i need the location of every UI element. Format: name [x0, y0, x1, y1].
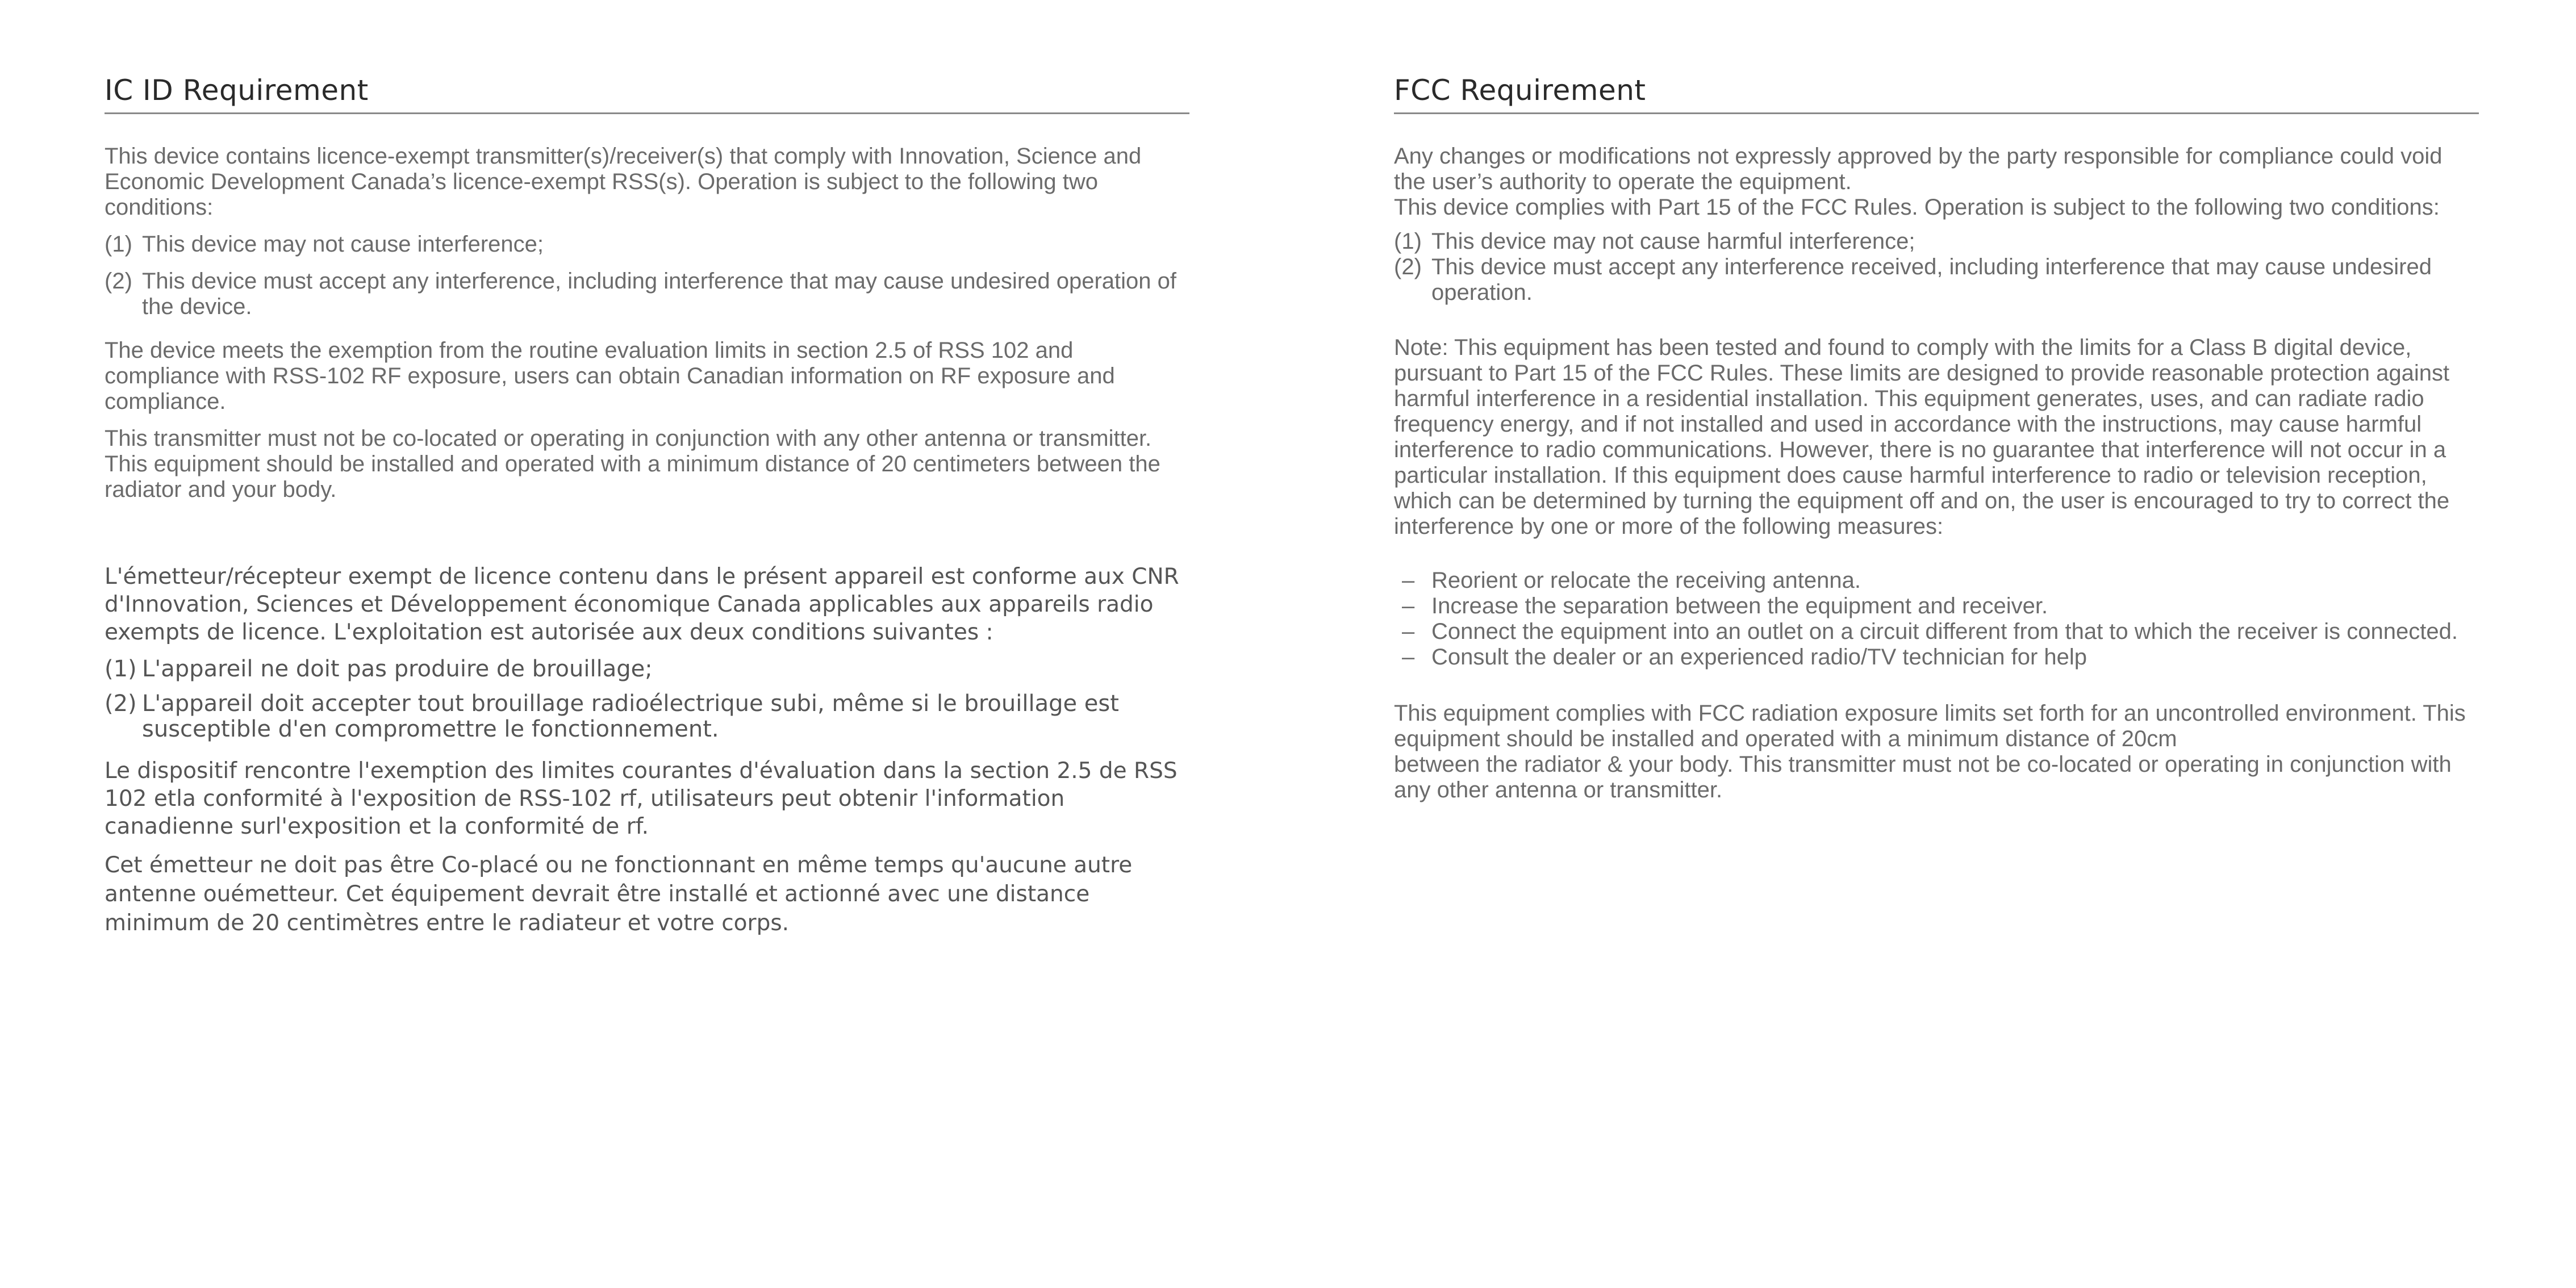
fcc-conditions-list	[1394, 229, 2479, 306]
condition-text: This device may not cause harmful interference;	[1431, 229, 1915, 254]
ic-colocation: This transmitter must not be co-located or operating in conjunction with any other antenna or transmitter. This equipment should be installed and operated with a minimum distance of 20 centimeters between the radiator and your body.	[105, 426, 1160, 502]
fcc-note: Note: This equipment has been tested and found to comply with the limits for a Class B digital device, pursuant to Part 15 of the FCC Rules. These limits are designed to provide reasonable protection against harmful interference in a residential installation. This equipment generates, uses, and can radiate radio frequency energy, and if not installed and used in accordance with the instructions, may cause harmful interference to radio communications. However, there is no guarantee that interference will not occur in a particular installation. If this equipment does cause harmful interference to radio or television reception, which can be determined by turning the equipment off and on, the user is encouraged to try to correct the interference by one or more of the following measures:	[1394, 335, 2450, 539]
list-marker: (2)	[105, 691, 137, 717]
dash-marker: –	[1402, 568, 1415, 593]
list-marker: (2)	[1394, 254, 1422, 279]
fcc-measure-2	[1394, 593, 2479, 619]
ic-condition-1	[105, 232, 1189, 257]
fcc-part15: This device complies with Part 15 of the FCC Rules. Operation is subject to the following two conditions:	[1394, 195, 2440, 220]
fcc-exposure: This equipment complies with FCC radiation exposure limits set forth for an uncontrolled environment. This equipment should be installed and operated with a minimum distance of 20cm	[1394, 701, 2466, 751]
ic-exemption: The device meets the exemption from the routine evaluation limits in section 2.5 of RSS 102 and compliance with RSS-102 RF exposure, users can obtain Canadian information on RF exposure and compliance.	[105, 338, 1115, 414]
condition-text: This device must accept any interference, including interference that may cause undesired operation of the device.	[142, 269, 1177, 319]
ic-fr-condition-2	[105, 691, 1189, 742]
dash-marker: –	[1402, 645, 1415, 670]
fcc-heading: FCC Requirement	[1394, 74, 2479, 114]
measure-text: Consult the dealer or an experienced radio/TV technician for help	[1431, 645, 2087, 670]
ic-heading: IC ID Requirement	[105, 74, 1189, 114]
list-marker: (1)	[1394, 229, 1422, 254]
list-marker: (2)	[105, 269, 132, 294]
fcc-section	[1394, 74, 2479, 803]
fcc-condition-1	[1394, 229, 2479, 254]
condition-text: This device may not cause interference;	[142, 232, 544, 257]
measure-text: Connect the equipment into an outlet on a circuit different from that to which the receiver is connected.	[1431, 619, 2458, 644]
condition-text: L'appareil doit accepter tout brouillage radioélectrique subi, même si le brouillage est susceptible d'en compromettre le fonctionnement.	[142, 691, 1119, 742]
ic-fr-intro: L'émetteur/récepteur exempt de licence contenu dans le présent appareil est conforme aux CNR d'Innovation, Sciences et Développement économique Canada applicables aux appareils radio exempts de licence. L'exploitation est autorisée aux deux conditions suivantes :	[105, 564, 1179, 645]
fcc-changes: Any changes or modifications not expressly approved by the party responsible for compliance could void the user’s authority to operate the equipment.	[1394, 144, 2443, 194]
ic-condition-2	[105, 269, 1189, 320]
list-marker: (1)	[105, 656, 137, 682]
dash-marker: –	[1402, 593, 1415, 618]
condition-text: This device must accept any interference received, including interference that may cause undesired operation.	[1431, 254, 2432, 305]
ic-fr-conditions-list	[105, 656, 1189, 742]
measure-text: Increase the separation between the equipment and receiver.	[1431, 593, 2048, 618]
fcc-measure-3	[1394, 619, 2479, 645]
ic-fr-colocation: Cet émetteur ne doit pas être Co-placé ou ne fonctionnant en même temps qu'aucune autre antenne ouémetteur. Cet équipement devrait être installé et actionné avec une distance minimum de 20 centimètres entre le radiateur et votre corps.	[105, 852, 1133, 936]
fcc-measure-1	[1394, 568, 2479, 593]
ic-conditions-list	[105, 232, 1189, 320]
ic-intro: This device contains licence-exempt transmitter(s)/receiver(s) that comply with Innovation, Science and Economic Development Canada’s licence-exempt RSS(s). Operation is subject to the following two conditions:	[105, 144, 1142, 220]
condition-text: L'appareil ne doit pas produire de brouillage;	[142, 656, 653, 682]
fcc-exposure-continued: between the radiator & your body. This transmitter must not be co-located or operating in conjunction with any other antenna or transmitter.	[1394, 752, 2452, 802]
ic-section	[105, 74, 1189, 938]
list-marker: (1)	[105, 232, 132, 257]
ic-fr-exemption: Le dispositif rencontre l'exemption des limites courantes d'évaluation dans la section 2.5 de RSS 102 etla conformité à l'exposition de RSS-102 rf, utilisateurs peut obtenir l'information canadienne surl'exposition et la conformité de rf.	[105, 758, 1178, 839]
fcc-measures-list	[1394, 568, 2479, 670]
fcc-measure-4	[1394, 645, 2479, 670]
ic-fr-condition-1	[105, 656, 1189, 682]
dash-marker: –	[1402, 619, 1415, 644]
fcc-condition-2	[1394, 254, 2479, 306]
measure-text: Reorient or relocate the receiving antenna.	[1431, 568, 1861, 593]
